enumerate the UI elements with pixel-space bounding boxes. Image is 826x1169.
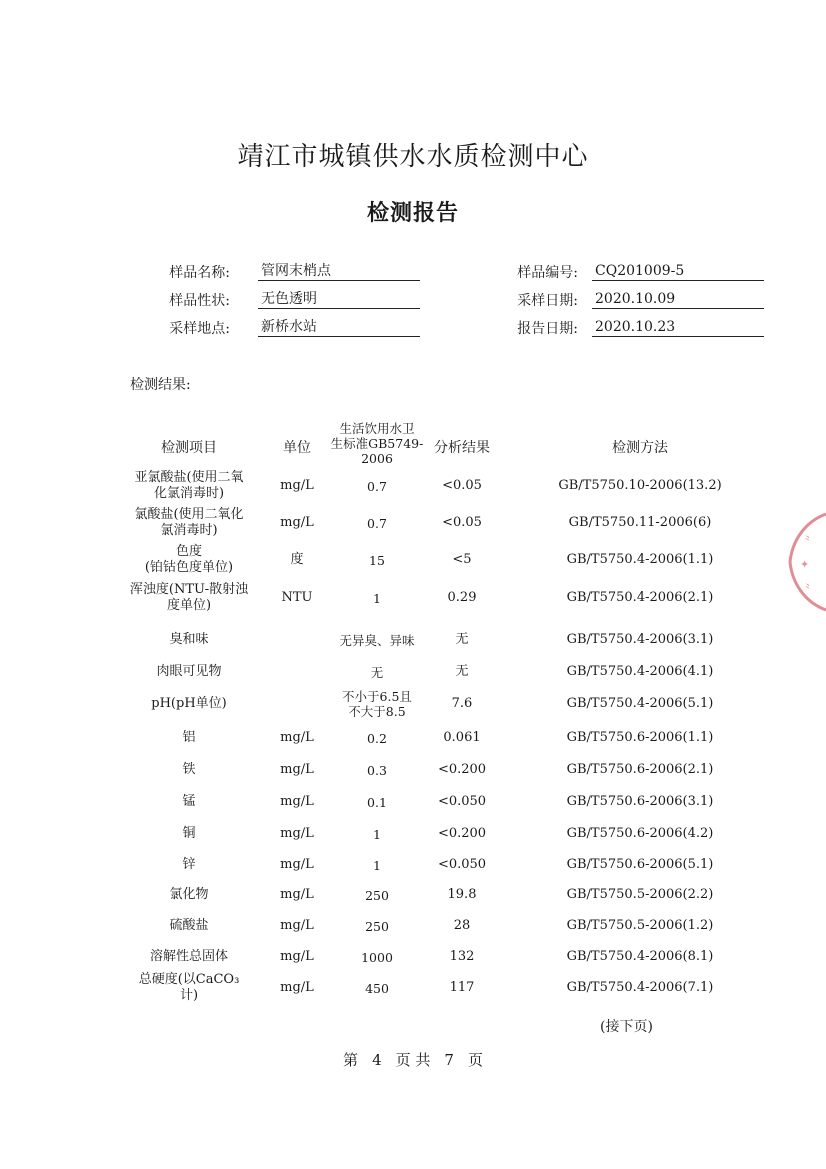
row-item [118, 730, 260, 746]
row-standard-line: 250 [365, 887, 389, 903]
row-item-line: 臭和味 [169, 632, 209, 647]
row-standard [328, 633, 426, 648]
row-result: 28 [453, 918, 471, 933]
row-standard [328, 591, 426, 606]
row-unit: mg/L [280, 826, 314, 841]
row-standard [328, 981, 426, 996]
row-item [118, 544, 260, 576]
row-unit: mg/L [280, 730, 314, 745]
row-item-line: 色度 [175, 544, 202, 559]
page-prefix: 第 [343, 1051, 359, 1069]
row-result: 0.061 [443, 730, 481, 745]
row-unit: mg/L [280, 857, 314, 872]
sampling-site-label: 采样地点: [169, 321, 230, 337]
row-standard-line: 1 [373, 857, 381, 873]
page-mid: 页 共 [395, 1051, 431, 1069]
row-standard [328, 888, 426, 903]
row-result: <0.200 [437, 826, 487, 841]
sample-no-label: 样品编号: [517, 265, 578, 281]
row-item [118, 794, 260, 810]
header-standard-line: 生活饮用水卫 [339, 421, 415, 436]
row-standard-line: 15 [369, 552, 385, 568]
row-item [118, 507, 260, 539]
row-item-line: 锰 [182, 794, 196, 809]
row-item-line: 氯化物 [169, 887, 209, 902]
sampling-date-label: 采样日期: [517, 293, 578, 309]
row-method: GB/T5750.5-2006(2.2) [566, 887, 714, 902]
row-method: GB/T5750.11-2006(6) [568, 515, 712, 530]
row-standard-line: 0.7 [367, 515, 387, 531]
row-unit: mg/L [280, 794, 314, 809]
row-standard-line: 0.1 [367, 794, 387, 810]
row-method: GB/T5750.4-2006(1.1) [566, 552, 714, 567]
row-method: GB/T5750.10-2006(13.2) [558, 478, 722, 493]
row-item-line: 铝 [182, 730, 196, 745]
row-standard [328, 479, 426, 494]
row-item-line: 铁 [182, 762, 196, 777]
row-item-line: 总硬度(以CaCO₃ [138, 972, 240, 987]
header-standard-line: 2006 [361, 451, 393, 466]
row-method: GB/T5750.6-2006(1.1) [566, 730, 714, 745]
row-result: 7.6 [451, 696, 473, 711]
row-method: GB/T5750.6-2006(4.2) [566, 826, 714, 841]
sample-name-value: 管网末梢点 [258, 262, 420, 281]
row-item-line: 度单位) [166, 598, 212, 613]
row-standard-line: 0.7 [367, 478, 387, 494]
row-standard-line: 无异臭、异味 [339, 632, 415, 648]
row-method: GB/T5750.6-2006(3.1) [566, 794, 714, 809]
row-method: GB/T5750.4-2006(5.1) [566, 696, 714, 711]
row-result: <0.050 [437, 857, 487, 872]
row-standard-line: 不小于6.5且 [342, 689, 412, 704]
row-standard [328, 731, 426, 746]
row-method: GB/T5750.4-2006(3.1) [566, 632, 714, 647]
row-item-line: pH(pH单位) [151, 696, 227, 711]
results-label: 检测结果: [130, 377, 191, 393]
page-current: 4 [372, 1051, 382, 1069]
header-unit: 单位 [283, 440, 311, 456]
row-result: 无 [455, 632, 469, 647]
row-result: 无 [455, 664, 469, 679]
page-number [0, 1049, 826, 1070]
row-item [118, 918, 260, 934]
row-standard [328, 516, 426, 531]
sample-no-value: CQ201009-5 [592, 262, 764, 281]
row-unit: NTU [281, 590, 313, 605]
row-item [118, 949, 260, 965]
row-item [118, 857, 260, 873]
row-method: GB/T5750.5-2006(1.2) [566, 918, 714, 933]
row-standard-line: 450 [365, 980, 389, 996]
row-method: GB/T5750.4-2006(4.1) [566, 664, 714, 679]
row-item [118, 887, 260, 903]
row-method: GB/T5750.6-2006(5.1) [566, 857, 714, 872]
row-result: <0.200 [437, 762, 487, 777]
row-unit: mg/L [280, 887, 314, 902]
header-standard-line: 生标准GB5749- [330, 436, 424, 451]
row-standard [328, 553, 426, 568]
row-method: GB/T5750.4-2006(2.1) [566, 590, 714, 605]
row-standard-line: 0.2 [367, 730, 387, 746]
row-item-line: 氯酸盐(使用二氧化 [134, 507, 244, 522]
row-result: 19.8 [447, 887, 477, 902]
row-item-line: 肉眼可见物 [156, 664, 222, 679]
row-method: GB/T5750.6-2006(2.1) [566, 762, 714, 777]
row-standard [328, 919, 426, 934]
row-result: <5 [452, 552, 472, 567]
header-standard [328, 421, 426, 466]
row-standard-line: 1000 [361, 949, 393, 965]
row-standard-line: 0.3 [367, 762, 387, 778]
row-standard [328, 763, 426, 778]
row-standard-line: 不大于8.5 [348, 704, 406, 719]
header-method: 检测方法 [612, 440, 668, 456]
row-standard-line: 无 [370, 664, 384, 680]
page-suffix: 页 [467, 1051, 483, 1069]
row-item [118, 762, 260, 778]
row-item-line: 硫酸盐 [169, 918, 209, 933]
row-unit: mg/L [280, 980, 314, 995]
row-unit: mg/L [280, 918, 314, 933]
svg-text:⺀: ⺀ [802, 582, 813, 595]
row-standard [328, 795, 426, 810]
row-standard [328, 689, 426, 719]
row-item-line: 浑浊度(NTU-散射浊 [129, 582, 249, 597]
row-item-line: 计) [179, 988, 199, 1003]
sampling-site-value: 新桥水站 [258, 318, 420, 337]
row-item [118, 470, 260, 502]
row-result: 117 [449, 980, 475, 995]
sampling-date-value: 2020.10.09 [592, 290, 764, 309]
header-item: 检测项目 [161, 440, 217, 456]
row-item [118, 696, 260, 712]
document-title: 检测报告 [366, 201, 459, 226]
row-unit: mg/L [280, 478, 314, 493]
row-item-line: 亚氯酸盐(使用二氧 [134, 470, 244, 485]
row-item-line: 氯消毒时) [160, 523, 218, 538]
row-item-line: 溶解性总固体 [149, 949, 228, 964]
row-item [118, 664, 260, 680]
sample-state-label: 样品性状: [169, 293, 230, 309]
row-unit: 度 [290, 552, 304, 567]
continued-note: (接下页) [600, 1019, 653, 1035]
row-result: 0.29 [447, 590, 477, 605]
header-result: 分析结果 [434, 440, 490, 456]
row-result: <0.05 [442, 515, 482, 530]
row-standard [328, 858, 426, 873]
svg-text:✦: ✦ [800, 558, 810, 571]
row-result: <0.05 [442, 478, 482, 493]
row-standard-line: 250 [365, 918, 389, 934]
row-item-line: 铜 [182, 826, 196, 841]
row-method: GB/T5750.4-2006(7.1) [566, 980, 714, 995]
row-standard-line: 1 [373, 590, 381, 606]
row-item [118, 582, 260, 614]
row-result: <0.050 [437, 794, 487, 809]
page-total: 7 [444, 1051, 454, 1069]
row-standard-line: 1 [373, 826, 381, 842]
row-item-line: (铂钴色度单位) [144, 560, 234, 575]
row-unit: mg/L [280, 515, 314, 530]
sample-state-value: 无色透明 [258, 290, 420, 309]
row-method: GB/T5750.4-2006(8.1) [566, 949, 714, 964]
seal-stamp-icon [784, 512, 826, 612]
row-item [118, 972, 260, 1004]
row-unit: mg/L [280, 949, 314, 964]
report-date-label: 报告日期: [517, 321, 578, 337]
sample-name-label: 样品名称: [169, 265, 230, 281]
svg-text:⺀: ⺀ [802, 534, 813, 547]
row-item-line: 化氯消毒时) [153, 486, 225, 501]
organization-name: 靖江市城镇供水水质检测中心 [237, 142, 589, 172]
row-unit: mg/L [280, 762, 314, 777]
row-item-line: 锌 [182, 857, 196, 872]
row-standard [328, 950, 426, 965]
row-result: 132 [449, 949, 475, 964]
row-standard [328, 665, 426, 680]
row-item [118, 632, 260, 648]
report-date-value: 2020.10.23 [592, 318, 764, 337]
row-item [118, 826, 260, 842]
row-standard [328, 827, 426, 842]
